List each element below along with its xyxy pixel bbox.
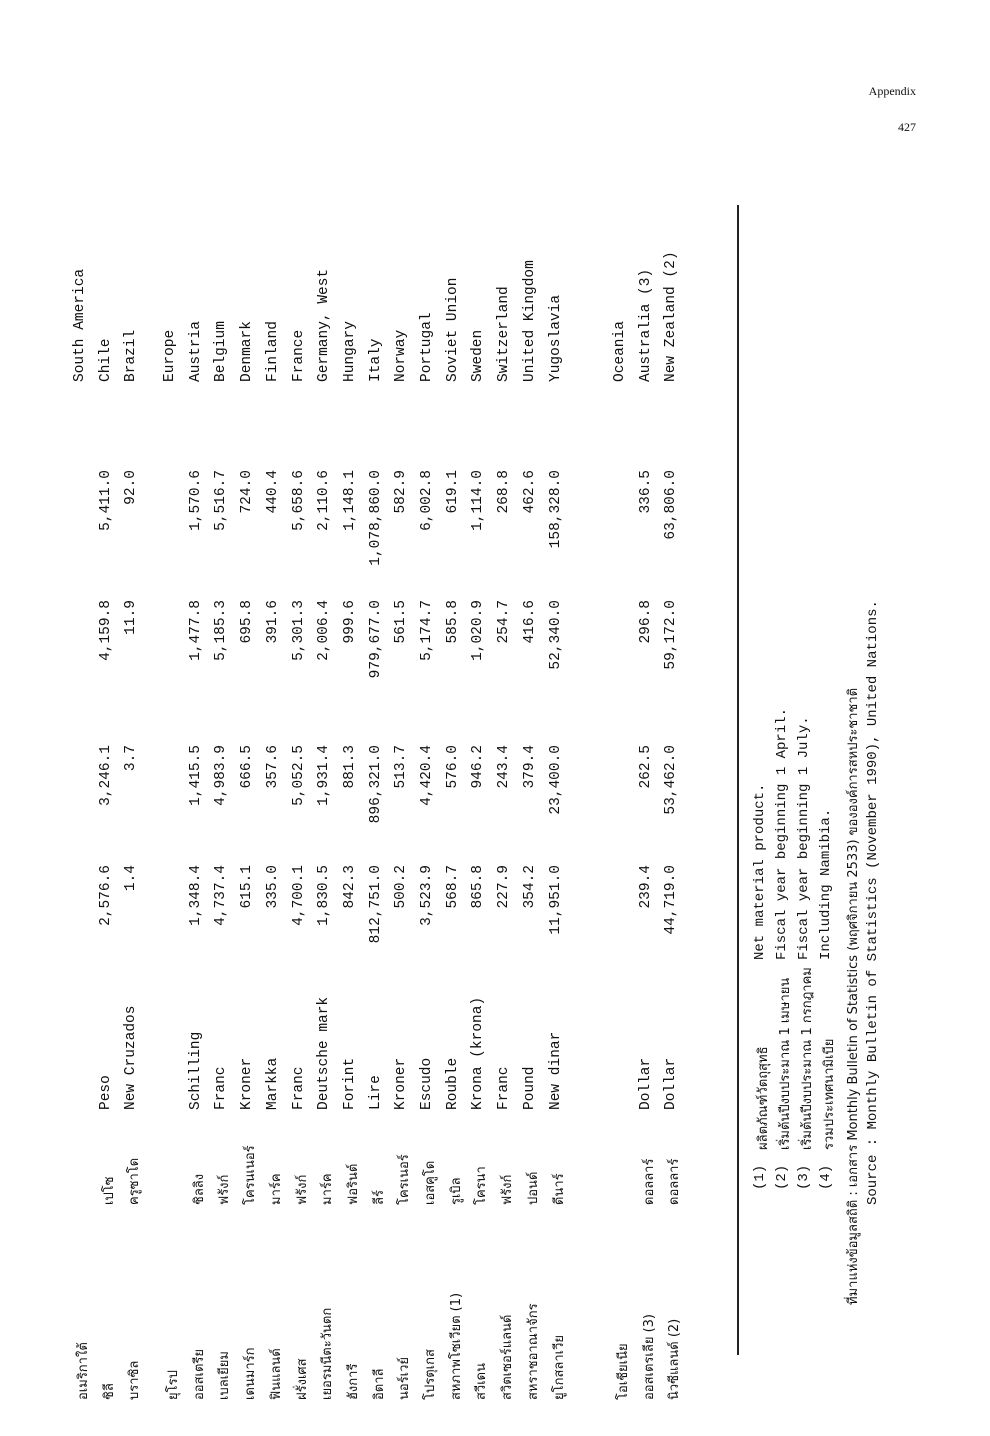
divider-rule: [737, 205, 739, 1355]
footnote-en: Including Namibia.: [818, 808, 834, 960]
value-3: 585.8: [444, 600, 461, 644]
country-th: บราซิล: [127, 1360, 143, 1400]
value-2: 896,321.0: [367, 745, 384, 824]
value-2: 4,420.4: [419, 745, 435, 806]
footnote-th: รวมประเทศนามิเบีย: [822, 1038, 837, 1150]
value-2: 3.7: [123, 745, 140, 772]
country-th: โปรตุเกส: [423, 1349, 438, 1400]
value-1: 568.7: [444, 865, 461, 909]
country-th: อิตาลี: [371, 1368, 387, 1400]
value-3: 4,159.8: [97, 600, 114, 661]
value-3: 254.7: [496, 600, 513, 644]
country-en: Yugoslavia: [547, 294, 564, 382]
value-2: 23,400.0: [547, 745, 564, 815]
value-4: 1,078,860.0: [367, 470, 384, 566]
currency-th: รูเบิล: [448, 1177, 464, 1205]
value-2: 53,462.0: [663, 745, 680, 815]
value-1: 4,737.4: [213, 865, 230, 926]
region-en: South America: [72, 268, 88, 382]
value-4: 619.1: [444, 470, 461, 514]
currency-en: Deutsche mark: [316, 996, 333, 1110]
currency-en: Franc: [290, 1066, 307, 1110]
currency-th: โครเนอร์: [397, 1154, 413, 1205]
region-th: ยุโรป: [166, 1370, 181, 1400]
currency-th: เปโซ: [101, 1176, 117, 1205]
country-th: นิวซีแลนด์ (2): [667, 1318, 683, 1400]
currency-en: Rouble: [444, 1057, 461, 1110]
currency-en: Pound: [521, 1066, 538, 1110]
footnote-mark: (2): [774, 1164, 790, 1190]
footnote-th: เริ่มต้นปีงบประมาณ 1 เมษายน: [778, 977, 793, 1150]
value-1: 2,576.6: [97, 865, 114, 926]
country-th: ฟินแลนด์: [268, 1348, 284, 1400]
country-en: Austria: [187, 321, 204, 382]
country-th: ฮังการี: [345, 1363, 361, 1400]
region-en: Oceania: [612, 321, 628, 382]
value-4: 2,110.6: [316, 470, 333, 531]
currency-en: Franc: [213, 1066, 230, 1110]
value-3: 59,172.0: [663, 600, 680, 670]
value-3: 5,185.3: [213, 600, 230, 661]
currency-th: เอสคูโด: [423, 1160, 438, 1205]
country-en: Germany, West: [316, 268, 333, 382]
rotated-table: [62, 251, 881, 1400]
value-4: 462.6: [521, 470, 538, 514]
currency-th: ฟรังก์: [500, 1174, 516, 1205]
currency-th: ฟรังก์: [217, 1174, 233, 1205]
currency-th: ดอลลาร์: [667, 1158, 683, 1205]
country-en: Brazil: [123, 329, 140, 382]
region-en: Europe: [162, 329, 178, 382]
value-1: 354.2: [521, 865, 538, 909]
region-th: อเมริกาใต้: [76, 1342, 91, 1400]
value-2: 357.6: [264, 745, 281, 789]
value-3: 11.9: [123, 600, 140, 635]
value-3: 391.6: [264, 600, 281, 644]
value-1: 239.4: [637, 865, 654, 909]
value-3: 416.6: [521, 600, 538, 644]
value-4: 1,570.6: [187, 470, 204, 531]
country-th: เยอรมนีตะวันตก: [320, 1307, 336, 1400]
currency-en: Kroner: [239, 1057, 256, 1110]
currency-th: ชิลลิง: [191, 1173, 207, 1205]
country-th: ออสเตรเลีย (3): [641, 1314, 657, 1400]
currency-th: ดอลลาร์: [641, 1158, 657, 1205]
value-4: 92.0: [123, 470, 140, 505]
value-4: 440.4: [264, 470, 281, 514]
country-en: Denmark: [239, 321, 256, 382]
country-th: นอร์เวย์: [397, 1356, 413, 1400]
currency-en: Kroner: [393, 1057, 410, 1110]
currency-th: ลีร์: [371, 1190, 387, 1205]
country-en: Belgium: [213, 321, 230, 382]
value-1: 1.4: [123, 865, 140, 892]
country-th: สหภาพโซเวียต (1): [448, 1292, 464, 1400]
currency-en: Schilling: [187, 1031, 204, 1110]
country-en: Sweden: [470, 329, 487, 382]
value-2: 1,415.5: [187, 745, 204, 806]
value-3: 5,174.7: [419, 600, 435, 661]
value-3: 52,340.0: [547, 600, 564, 670]
footnote-mark: (1): [752, 1164, 768, 1190]
value-4: 724.0: [239, 470, 256, 514]
value-2: 3,246.1: [97, 745, 114, 806]
value-2: 379.4: [521, 745, 538, 789]
currency-en: Peso: [97, 1075, 114, 1110]
currency-en: New dinar: [547, 1031, 564, 1110]
country-en: Portugal: [419, 312, 435, 382]
value-4: 5,658.6: [290, 470, 307, 531]
value-1: 812,751.0: [367, 865, 384, 944]
value-2: 666.5: [239, 745, 256, 789]
currency-th: โครนา: [474, 1166, 490, 1205]
value-2: 513.7: [393, 745, 410, 789]
currency-en: Dollar: [663, 1057, 680, 1110]
country-th: ฝรั่งเศส: [294, 1358, 310, 1400]
currency-th: ดีนาร์: [551, 1173, 567, 1205]
value-1: 1,348.4: [187, 865, 204, 926]
value-2: 881.3: [341, 745, 358, 789]
country-th: ยูโกสลาเวีย: [551, 1334, 567, 1400]
value-4: 158,328.0: [547, 470, 564, 549]
value-2: 576.0: [444, 745, 461, 789]
value-4: 1,148.1: [341, 470, 358, 531]
currency-en: Forint: [341, 1057, 358, 1110]
country-en: Soviet Union: [444, 277, 461, 382]
value-1: 865.8: [470, 865, 487, 909]
value-4: 6,002.8: [419, 470, 435, 531]
value-1: 842.3: [341, 865, 358, 909]
value-4: 582.9: [393, 470, 410, 514]
running-header: Appendix: [868, 84, 916, 98]
value-4: 268.8: [496, 470, 513, 514]
currency-en: Lire: [367, 1075, 384, 1110]
country-en: United Kingdom: [521, 260, 538, 382]
currency-en: Markka: [264, 1057, 281, 1110]
currency-en: Escudo: [419, 1057, 435, 1110]
country-th: สหราชอาณาจักร: [525, 1303, 541, 1400]
value-4: 1,114.0: [470, 470, 487, 531]
footnote-th: เริ่มต้นปีงบประมาณ 1 กรกฎาคม: [800, 967, 815, 1150]
footnote-en: Net material product.: [752, 783, 768, 960]
value-3: 1,477.8: [187, 600, 204, 661]
footnote-en: Fiscal year beginning 1 April.: [774, 707, 790, 960]
currency-th: มาร์ค: [268, 1173, 284, 1205]
footnote-en: Fiscal year beginning 1 July.: [796, 716, 812, 960]
value-1: 4,700.1: [290, 865, 307, 926]
value-3: 5,301.3: [290, 600, 307, 661]
value-1: 44,719.0: [663, 865, 680, 935]
currency-en: Dollar: [637, 1057, 654, 1110]
country-en: Hungary: [341, 321, 358, 382]
value-2: 243.4: [496, 745, 513, 789]
country-en: Chile: [97, 338, 114, 382]
value-2: 4,983.9: [213, 745, 230, 806]
country-en: Australia (3): [637, 268, 654, 382]
page-number: 427: [898, 120, 916, 134]
value-4: 5,411.0: [97, 470, 114, 531]
value-1: 3,523.9: [419, 865, 435, 926]
country-th: ชิลี: [101, 1383, 117, 1400]
value-3: 979,677.0: [367, 600, 384, 679]
value-4: 336.5: [637, 470, 654, 514]
region-th: โอเชียเนีย: [616, 1343, 631, 1400]
footnote-mark: (3): [796, 1164, 812, 1190]
currency-en: Krona (krona): [470, 996, 487, 1110]
country-th: สวิตเซอร์แลนด์: [500, 1314, 516, 1400]
footnote-th: ผลิตภัณฑ์วัตถุสุทธิ: [756, 1046, 771, 1150]
value-2: 946.2: [470, 745, 487, 789]
value-1: 1,830.5: [316, 865, 333, 926]
country-en: Norway: [393, 329, 410, 382]
currency-th: ฟรังก์: [294, 1174, 310, 1205]
currency-th: ปอนด์: [525, 1171, 541, 1205]
country-en: Switzerland: [496, 286, 513, 382]
value-1: 11,951.0: [547, 865, 564, 935]
country-th: เบลเยียม: [217, 1351, 233, 1400]
currency-en: New Cruzados: [123, 1005, 140, 1110]
value-1: 500.2: [393, 865, 410, 909]
value-2: 262.5: [637, 745, 654, 789]
value-1: 335.0: [264, 865, 281, 909]
source-en: Source : Monthly Bulletin of Statistics (November 1990), United Nations.: [865, 600, 881, 1205]
country-en: Finland: [264, 321, 281, 382]
value-2: 5,052.5: [290, 745, 307, 806]
country-th: สวีเดน: [474, 1362, 490, 1400]
value-1: 227.9: [496, 865, 513, 909]
footnote-mark: (4): [818, 1164, 834, 1190]
country-en: France: [290, 329, 307, 382]
currency-th: ครูซาโด: [127, 1157, 143, 1205]
currency-th: มาร์ค: [320, 1173, 336, 1205]
value-1: 615.1: [239, 865, 256, 909]
value-3: 695.8: [239, 600, 256, 644]
value-4: 63,806.0: [663, 470, 680, 540]
country-en: Italy: [367, 338, 384, 382]
source-th: ที่มาแห่งข้อมูลสถิติ : เอกสาร Monthly Bulletin of Statistics (พฤศจิกายน 2533) ขององค์การสหประชาชาติ: [846, 687, 861, 1305]
value-3: 296.8: [637, 600, 654, 644]
country-th: ออสเตรีย: [191, 1348, 207, 1400]
currency-en: Franc: [496, 1066, 513, 1110]
currency-th: ฟอรินต์: [345, 1163, 361, 1205]
currency-th: โครนเนอร์: [243, 1145, 259, 1205]
country-th: เดนมาร์ก: [243, 1347, 259, 1400]
value-3: 999.6: [341, 600, 358, 644]
country-en: New Zealand (2): [663, 251, 680, 382]
value-3: 561.5: [393, 600, 410, 644]
value-2: 1,931.4: [316, 745, 333, 806]
value-4: 5,516.7: [213, 470, 230, 531]
value-3: 1,020.9: [470, 600, 487, 661]
value-3: 2,006.4: [316, 600, 333, 661]
